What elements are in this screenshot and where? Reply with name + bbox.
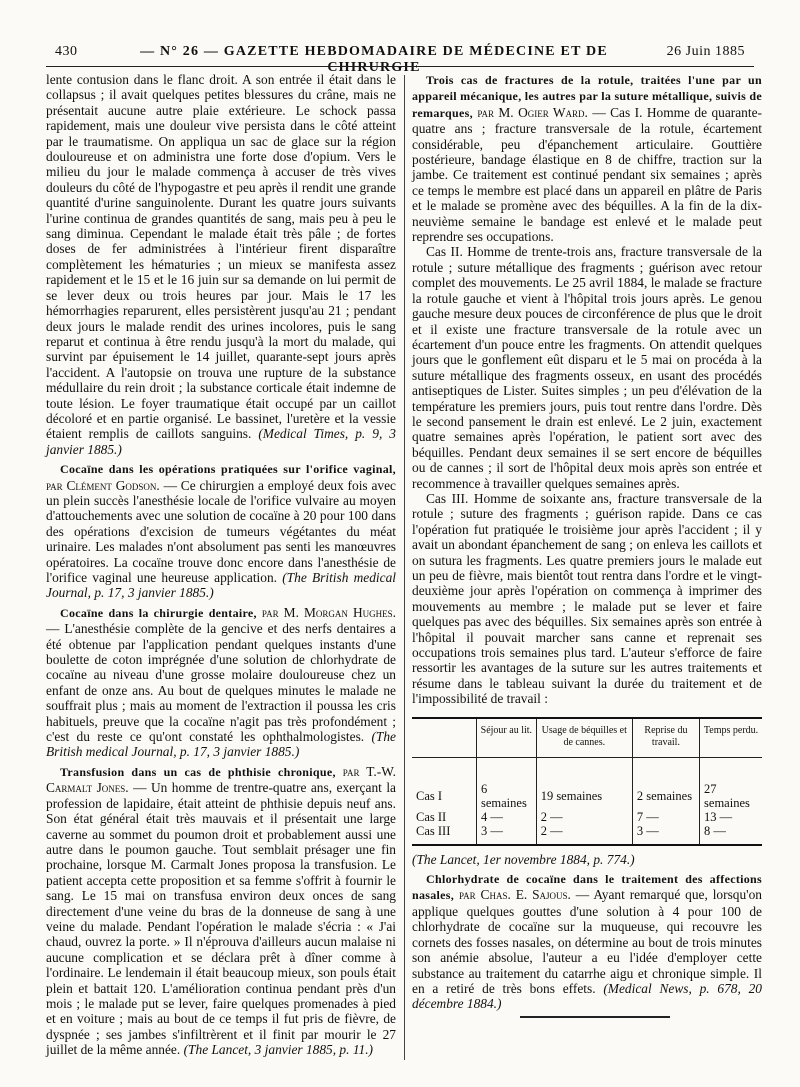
citation: (The Lancet, 1er novembre 1884, p. 774.) bbox=[412, 851, 635, 867]
table-cell: 2 — bbox=[536, 810, 632, 824]
article-heading: Cocaïne dans les opérations pratiquées sur l'orifice vaginal, bbox=[60, 462, 396, 477]
article-sajous bbox=[412, 871, 762, 1012]
paragraph-text: Cas II. Homme de trente-trois ans, fracture transversale de la rotule ; suture métallique des fragments ; guérison avec retour complet des mouvements. Le 25 avril 1884, le malade se fracture la rotule gauche et vient à l'hôpital trois jours après. Le genou gauche mesure deux pouces de circonférence de plus que le droit et il existe une fracture transversale de la rotule avec un écartement d'un pouce entre les fragments. On attendit quelques jours que le gonflement eût disparu et le 5 mai on procéda à la suture métallique des fragments osseux, en usant des procédés antiseptiques de Lister. Suites simples ; un peu d'élévation de la température les premiers jours, puis tout rentre dans l'ordre. Dès le second pansement le drain est enlevé. Le 2 juin, exactement quatre semaines après l'opération, le patient sort avec des béquilles. Pendant deux semaines il se sert encore de béquilles ou de cannes ; il sort de l'hôpital deux mois après son entrée et recommence à travailler quelques semaines après. bbox=[412, 244, 762, 491]
article-continuation bbox=[46, 72, 396, 457]
citation: (Medical News, p. 678, 20 décembre 1884.) bbox=[412, 980, 762, 1012]
table-cell: 19 semaines bbox=[536, 757, 632, 810]
table-cell: Cas III bbox=[412, 824, 477, 845]
end-rule bbox=[520, 1016, 670, 1018]
table-cell: 3 — bbox=[477, 824, 537, 845]
paragraph-text: Cas III. Homme de soixante ans, fracture transversale de la rotule ; suture des fragments ; guérison rapide. Dans ce cas l'opération fut pratiquée le troisième jour après l'accident ; il y avait un abondant épanchement de sang ; on enleva les caillots et on sutura les fragments. Les quatre premiers jours le malade eut un peu de fièvre, mais bientôt tout rentra dans l'ordre et le vingt-deuxième jour après l'opération on commença à imprimer des mouvements au membre ; le malade put se lever et faire quelques pas avec des béquilles. Six semaines après son entrée à l'hôpital il pouvait marcher sans canne et reprenait ses occupations trois semaines plus tard. L'auteur s'efforce de faire ressortir les avantages de la suture sur les autres traitements et résume dans le tableau suivant la durée du traitement et de l'impossibilité de travail : bbox=[412, 490, 762, 707]
paragraph-text: — Ce chirurgien a employé deux fois avec un plein succès l'anesthésie locale de l'orifice vulvaire au moyen d'attouchements avec une solution de cocaïne à 20 pour 100 dans des opérations d'excision de tumeurs végétantes du méat urinaire. Les malades n'ont absolument pas senti les manœuvres opératoires. La cocaïne trouve donc encore dans l'anesthésie de l'orifice vaginal une heureuse application. bbox=[46, 477, 396, 585]
table-row bbox=[412, 810, 762, 824]
citation: (Medical Times, p. 9, 3 janvier 1885.) bbox=[46, 426, 396, 457]
table-header-row bbox=[412, 718, 762, 758]
article-jones bbox=[46, 764, 396, 1058]
article-heading: Cocaïne dans la chirurgie dentaire, bbox=[60, 605, 257, 620]
table-header: Reprise du travail. bbox=[632, 718, 699, 758]
citation: (The Lancet, 3 janvier 1885, p. 11.) bbox=[183, 1042, 374, 1058]
treatment-table bbox=[412, 717, 762, 846]
article-heading: Trois cas de fractures de la rotule, traitées l'une par un appareil mécanique, les autres par la suture métallique, suivis de remarques, bbox=[412, 73, 762, 120]
left-column bbox=[46, 72, 396, 1058]
article-heading: Transfusion dans un cas de phthisie chronique, bbox=[60, 764, 336, 779]
table-row bbox=[412, 824, 762, 845]
paragraph-text: — Cas I. Homme de quarante-quatre ans ; fracture transversale de la rotule, écartement considérable, peu d'épanchement articulaire. Gouttière postérieure, bandage élastique en 8 de chiffre, traction sur la jambe. Ce traitement est continué pendant six semaines ; après ce temps le membre est placé dans un appareil en plâtre de Paris et le malade se promène avec des béquilles. A la fin de la dix-neuvième semaine le bandage est enlevé et le malade peut reprendre ses occupations. bbox=[412, 104, 762, 245]
article-heading: Chlorhydrate de cocaïne dans le traitement des affections nasales, bbox=[412, 872, 762, 903]
table-cell: 3 — bbox=[632, 824, 699, 845]
table-cell: 4 — bbox=[477, 810, 537, 824]
paragraph-text: lente contusion dans le flanc droit. A son entrée il était dans le collapsus ; il avait quelques petites blessures du crâne, mais ne présentait aucune autre plaie extérieure. Le schock passa rapidement, mais une douleur vive persista dans le côté atteint par le traumatisme. On appliqua un sac de glace sur la région douloureuse et on administra une forte dose d'opium. Vers le milieu du jour le malade commença à accuser de très vives douleurs du côté de l'hypogastre et peu après il rendit une grande quantité d'urine sanguinolente. Durant les quatre jours suivants l'urine continua de grandes quantités de sang, mais peu à peu le sang diminua. Cependant le malade était très pâle ; de fortes doses de fer administrées à l'intérieur firent disparaître complètement les hématuries ; un mieux se manifesta assez rapidement et le 15 et le 16 juin sur sa demande on lui permit de se lever deux ou trois heures par jour. Mais le 17 les hémorrhagies reparurent, elles persistèrent jusqu'au 21 ; pendant deux jours le malade rendit des urines incolores, puis le sang reparut et continua à être rendu jusqu'à la mort du malade, qui survint par épuisement le 14 juillet, quarante-sept jours après l'accident. A l'autopsie on trouva une rupture de la substance médullaire du rein droit ; la substance corticale était indemne de toute lésion. Le foyer traumatique était occupé par un caillot décoloré et en partie organisé. Le bassinet, l'uretère et la vessie étaient remplis de caillots sanguins. bbox=[46, 72, 396, 442]
table-header: Séjour au lit. bbox=[477, 718, 537, 758]
article-author: par Clément Godson. bbox=[46, 477, 160, 493]
article-author: par T.-W. Carmalt Jones. bbox=[46, 763, 396, 796]
table-citation bbox=[412, 852, 762, 867]
table-cell: Cas II bbox=[416, 809, 447, 824]
citation: (The British medical Journal, p. 17, 3 janvier 1885.) bbox=[46, 570, 396, 601]
paragraph-text: — Ayant remarqué que, lorsqu'on applique quelques gouttes d'une solution à 4 pour 100 de chlorhydrate de cocaïne sur la muqueuse, qui recouvre les cornets des fosses nasales, on détermine au bout de trois minutes son anémie absolue, l'auteur a eu l'idée d'employer cette substance au traitement du catarrhe aigu et chronique simple. Il en a retiré de très bons effets. bbox=[412, 887, 762, 996]
table-cell: Cas I bbox=[416, 788, 443, 803]
table-header: Usage de béquilles et de cannes. bbox=[536, 718, 632, 758]
table-cell: 6 semaines bbox=[477, 757, 537, 810]
right-column bbox=[412, 72, 762, 1012]
page-number: 430 bbox=[55, 44, 78, 59]
article-author: par M. Morgan Hughes. bbox=[261, 604, 397, 620]
issue-date: 26 Juin 1885 bbox=[666, 44, 745, 59]
journal-title: — N° 26 — GAZETTE HEBDOMADAIRE DE MÉDECINE ET DE CHIRURGIE bbox=[140, 44, 608, 75]
paragraph-text: — Un homme de trentre-quatre ans, exerçant la profession de lapidaire, était atteint de phthisie depuis neuf ans. Son état général était très mauvais et il présentait une large caverne au sommet du poumon droit et probablement aussi une autre dans le poumon gauche. Tout semblait présager une fin prochaine, lorsque M. Carmalt Jones proposa la transfusion. Le patient accepta cette proposition et sa femme s'offrit à fournir le sang. Le 15 mai on transfusa environ deux onces de sang directement d'une veine du bras de la donneuse de sang à une veine du malade. Pendant l'opération le malade s'écria : « J'ai chaud, ouvrez la porte. » Il n'éprouva d'ailleurs aucun malaise ni aucune complication et se déclara prêt à dîner comme à l'ordinaire. Le lendemain il était beaucoup mieux, son pouls était plein et battait 120. L'amélioration continua pendant près d'un mois ; le malade put se lever, faire quelques promenades à pied et en voiture ; mais au bout de ce temps il fut pris de fièvre, de dyspnée ; ses jambes s'infiltrèrent et il finit par mourir le 27 juillet de la même année. bbox=[46, 780, 396, 1058]
table-cell: 27 semaines bbox=[700, 757, 762, 810]
table-row bbox=[412, 757, 762, 810]
page-header bbox=[0, 30, 800, 75]
article-author: par Chas. E. Sajous. bbox=[458, 887, 571, 903]
header-rule bbox=[46, 66, 754, 67]
table-cell: 2 semaines bbox=[632, 757, 699, 810]
table-header bbox=[412, 718, 477, 758]
table-cell: 7 — bbox=[632, 810, 699, 824]
article-godson bbox=[46, 461, 396, 601]
citation: (The British medical Journal, p. 17, 3 janvier 1885.) bbox=[46, 729, 396, 760]
article-ward bbox=[412, 72, 762, 244]
table-cell: 13 — bbox=[700, 810, 762, 824]
table-cell: 8 — bbox=[700, 824, 762, 845]
table-header: Temps perdu. bbox=[700, 718, 762, 758]
article-author: par M. Ogier Ward. bbox=[477, 104, 588, 120]
table-cell: 2 — bbox=[536, 824, 632, 845]
paragraph-text: — L'anesthésie complète de la gencive et des nerfs dentaires a été obtenue par l'application pendant quelques instants d'une boulette de coton imprégnée d'une solution de chlorhydrate de cocaïne au niveau d'une grosse molaire douloureuse chez un enfant de onze ans. Au bout de quelques minutes le malade ne souffrait plus ; mais au moment de l'extraction il poussa les cris habituels, preuve que la cocaïne n'agit pas très profondément ; c'est du reste ce qu'ont constaté les ophthalmologistes. bbox=[46, 621, 396, 745]
article-hughes bbox=[46, 605, 396, 760]
column-divider bbox=[404, 75, 405, 1060]
